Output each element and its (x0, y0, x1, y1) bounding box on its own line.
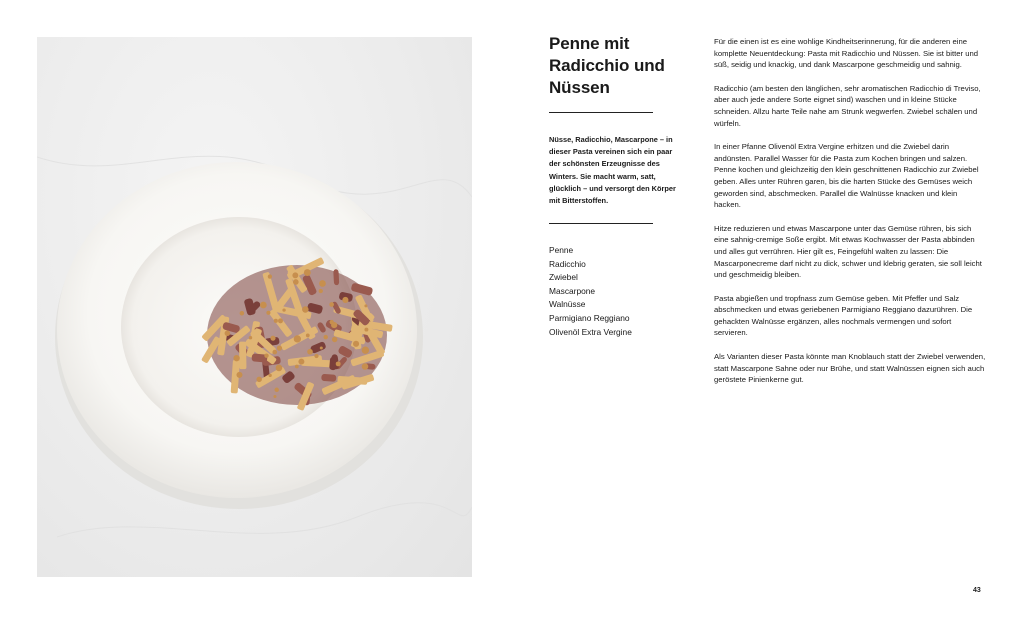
ingredient-item: Parmigiano Reggiano (549, 312, 630, 323)
ingredient-item: Walnüsse (549, 299, 586, 310)
ingredient-item: Penne (549, 245, 574, 255)
ingredient-list (549, 244, 669, 339)
dish-photo (37, 37, 472, 577)
instruction-paragraph: Pasta abgießen und tropfnass zum Gemüse geben. Mit Pfeffer und Salz abschmecken und etwas geriebenen Parmigiano Reggiano dazurühren. Die gehackten Walnüsse ergänzen, alles nochmals vermengen und sofort servieren. (714, 293, 973, 338)
page-number: 43 (973, 587, 981, 594)
title-divider (549, 112, 653, 113)
instruction-paragraph: Hitze reduzieren und etwas Mascarpone unter das Gemüse rühren, bis sich eine sahnig-cremige Soße ergibt. Mit etwas Kochwasser der Pasta abbinden und alles gut verrühren. Hier gilt es, Feingefühl walten zu lassen: Die Mascarponecreme darf nicht zu dick, schwer und klebrig geraten, sie soll leicht und geschmeidig bleiben. (714, 223, 982, 280)
intro-divider (549, 223, 653, 224)
pasta-plate-illustration (37, 37, 472, 577)
instruction-paragraph: Als Varianten dieser Pasta könnte man Knoblauch statt der Zwiebel verwenden, statt Mascarpone Sahne oder nur Brühe, und statt Walnüssen eignen sich auch geröstete Pinienkerne gut. (714, 352, 986, 385)
ingredient-item: Olivenöl Extra Vergine (549, 326, 632, 337)
instruction-paragraph: Für die einen ist es eine wohlige Kindheitserinnerung, für die anderen eine komplette Neuentdeckung: Pasta mit Radicchio und Nüssen. Sie ist bitter und süß, seidig und knackig, und dank Mascarpone geschmeidig und sahnig. (714, 37, 979, 70)
ingredient-item: Radicchio (549, 258, 586, 269)
instruction-paragraph: Radicchio (am besten den länglichen, sehr aromatischen Radicchio di Treviso, aber auch jede andere Sorte eignet sind) waschen und in kleine Stücke schneiden. Allzu harte Teile nahe am Strunk wegwerfen. Zwiebel schälen und würfeln. (714, 83, 981, 128)
recipe-intro: Nüsse, Radicchio, Mascarpone – in dieser Pasta vereinen sich ein paar der schönsten Erzeugnisse des Winters. Sie macht warm, satt, glücklich – und versorgt den Körper mit Bitterstoffen. (549, 135, 676, 206)
recipe-title: Penne mit Radicchio und Nüssen (549, 34, 665, 97)
instruction-paragraph: In einer Pfanne Olivenöl Extra Vergine erhitzen und die Zwiebel darin andünsten. Parallel Wasser für die Pasta zum Kochen bringen und salzen. Penne kochen und gleichzeitig den klein geschnittenen Radicchio zur Zwiebel geben. Alles unter Rühren garen, bis die harten Stücke des Gemüses weich geworden sind, abschmecken. Parallel die Walnüsse knacken und klein hacken. (714, 142, 979, 210)
ingredient-item: Zwiebel (549, 272, 578, 283)
recipe-instructions (714, 36, 986, 398)
ingredient-item: Mascarpone (549, 285, 596, 296)
